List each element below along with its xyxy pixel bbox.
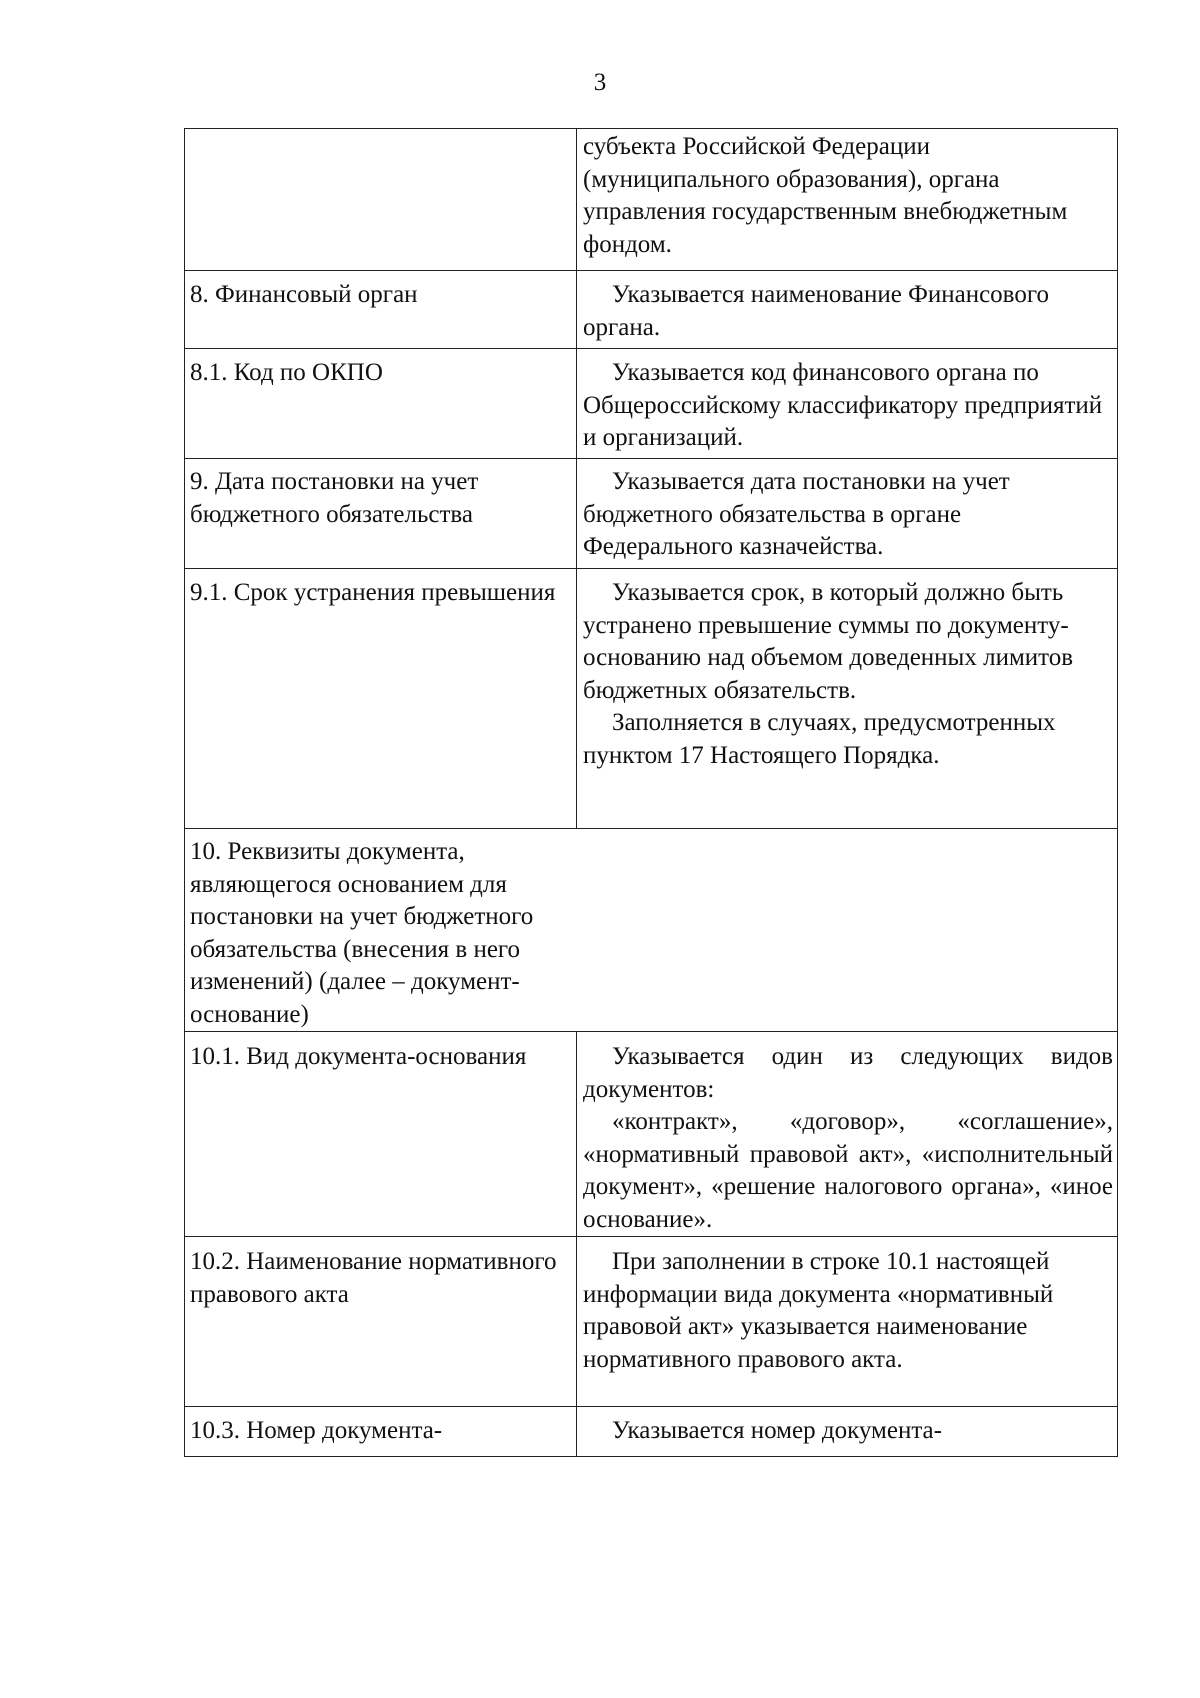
table-body [185, 129, 1118, 1457]
description-paragraph: Указывается срок, в который должно быть устранено превышение суммы по документу-основанию над объемом доведенных лимитов бюджетных обязательств. [583, 579, 1074, 704]
field-description-cell [577, 1237, 1118, 1407]
table-row [185, 271, 1118, 349]
field-name: 10.3. Номер документа- [190, 1417, 443, 1444]
description-paragraph: Указывается наименование Финансового органа. [583, 281, 1049, 341]
field-name: 9. Дата постановки на учет бюджетного обязательства [190, 468, 479, 528]
description-paragraph: Указывается один из следующих видов документов: [583, 1043, 1113, 1103]
field-name-cell [185, 271, 577, 349]
form-fields-table [184, 128, 1118, 1457]
field-name-cell [185, 129, 577, 271]
description-paragraph: субъекта Российской Федерации (муниципального образования), органа управления государственным внебюджетным фондом. [583, 133, 1068, 258]
table-row [185, 459, 1118, 569]
description-paragraph: Указывается номер документа- [612, 1417, 942, 1444]
field-description-cell [577, 459, 1118, 569]
description-paragraph: Указывается код финансового органа по Общероссийскому классификатору предприятий и организаций. [583, 359, 1103, 451]
field-name-cell [185, 1407, 577, 1457]
field-description-cell [577, 569, 1118, 829]
table-row [185, 569, 1118, 829]
table-row [185, 1407, 1118, 1457]
field-name: 10.2. Наименование нормативного правового акта [190, 1248, 557, 1308]
section-header-cell [185, 829, 1118, 1032]
table-row [185, 129, 1118, 271]
field-name-cell [185, 459, 577, 569]
field-name: 10.1. Вид документа-основания [190, 1043, 527, 1070]
field-description-cell [577, 1032, 1118, 1237]
field-name: 9.1. Срок устранения превышения [190, 579, 556, 606]
description-paragraph: Указывается дата постановки на учет бюджетного обязательства в органе Федерального казначейства. [583, 468, 1010, 560]
field-name-cell [185, 569, 577, 829]
description-paragraph: При заполнении в строке 10.1 настоящей информации вида документа «нормативный правовой акт» указывается наименование нормативного правового акта. [583, 1248, 1054, 1373]
table-row [185, 1237, 1118, 1407]
section-header-text: 10. Реквизиты документа, являющегося основанием для постановки на учет бюджетного обязательства (внесения в него изменений) (далее – документ-основание) [190, 838, 534, 1028]
table-row [185, 349, 1118, 459]
field-name-cell [185, 349, 577, 459]
field-description-cell [577, 271, 1118, 349]
field-name-cell [185, 1237, 577, 1407]
field-description-cell [577, 1407, 1118, 1457]
table-row [185, 829, 1118, 1032]
page-number: 3 [593, 69, 607, 96]
field-name: 8. Финансовый орган [190, 281, 418, 308]
field-name-cell [185, 1032, 577, 1237]
field-description-cell [577, 129, 1118, 271]
field-description-cell [577, 349, 1118, 459]
description-paragraph: «контракт», «договор», «соглашение», «нормативный правовой акт», «исполнительный документ», «решение налогового органа», «иное основание». [583, 1108, 1113, 1233]
table-row [185, 1032, 1118, 1237]
field-name: 8.1. Код по ОКПО [190, 359, 383, 386]
description-paragraph: Заполняется в случаях, предусмотренных пунктом 17 Настоящего Порядка. [583, 709, 1056, 769]
